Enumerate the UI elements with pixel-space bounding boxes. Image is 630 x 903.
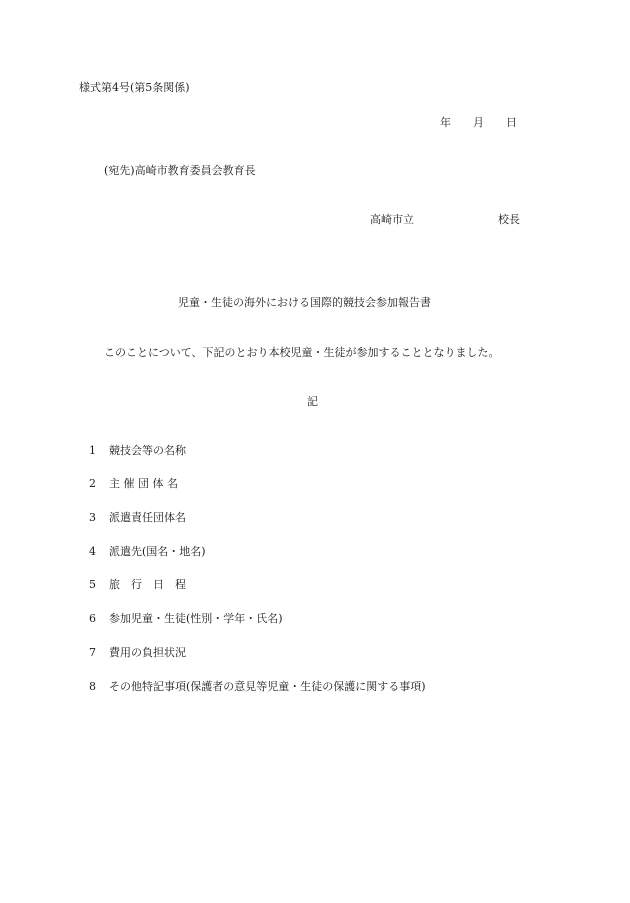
document-title: 児童・生徒の海外における国際的競技会参加報告書	[178, 296, 431, 309]
item-label: 参加児童・生徒(性別・学年・氏名)	[109, 612, 283, 625]
item-label: 旅 行 日 程	[109, 578, 186, 591]
school-principal-line	[370, 213, 520, 227]
item-label: 費用の負担状況	[109, 646, 186, 659]
list-item	[89, 477, 178, 491]
list-item	[89, 545, 206, 559]
date-year-label: 年	[440, 116, 451, 129]
item-label: 派遣先(国名・地名)	[109, 545, 206, 558]
date-line	[440, 116, 517, 130]
list-item	[89, 646, 186, 660]
school-prefix: 高崎市立	[370, 213, 414, 226]
item-label: 競技会等の名称	[109, 444, 186, 457]
item-number: 6	[89, 612, 96, 625]
item-number: 4	[89, 545, 96, 558]
item-number: 7	[89, 646, 96, 659]
list-item	[89, 511, 186, 525]
list-item	[89, 680, 426, 694]
list-item	[89, 578, 186, 592]
list-item	[89, 612, 283, 626]
school-principal-suffix: 校長	[498, 213, 520, 226]
date-day-label: 日	[506, 116, 517, 129]
addressee: (宛先)高崎市教育委員会教育長	[104, 164, 256, 177]
item-number: 2	[89, 477, 96, 490]
item-number: 5	[89, 578, 96, 591]
item-number: 8	[89, 680, 96, 693]
item-label: 派遣責任団体名	[109, 511, 186, 524]
item-number: 3	[89, 511, 96, 524]
date-month-label: 月	[473, 116, 484, 129]
body-text: このことについて、下記のとおり本校児童・生徒が参加することとなりました。	[104, 346, 500, 359]
list-item	[89, 444, 186, 458]
ki-heading: 記	[307, 395, 318, 408]
form-number: 様式第4号(第5条関係)	[79, 81, 190, 94]
item-label: 主 催 団 体 名	[109, 477, 178, 490]
item-number: 1	[89, 444, 96, 457]
item-label: その他特記事項(保護者の意見等児童・生徒の保護に関する事項)	[109, 680, 426, 693]
